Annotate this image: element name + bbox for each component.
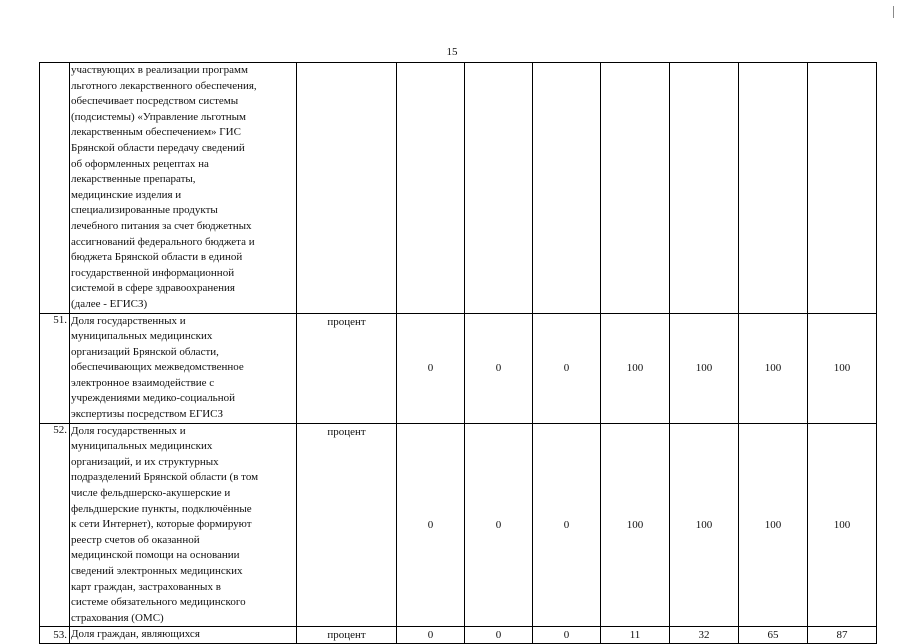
- value-cell: 65: [739, 627, 808, 644]
- margin-tick: [893, 6, 894, 18]
- indicator-name-line: карт граждан, застрахованных в: [71, 580, 221, 593]
- indicator-name-line: муниципальных медицинских: [71, 440, 213, 453]
- table-row: [40, 423, 877, 627]
- indicator-name-line: медицинской помощи на основании: [71, 549, 240, 562]
- value-cell: 100: [808, 423, 877, 627]
- value-cell: 100: [670, 313, 739, 423]
- value-cell: 0: [397, 313, 465, 423]
- indicator-name-line: фельдшерские пункты, подключённые: [71, 502, 252, 515]
- indicator-name-line: числе фельдшерско-акушерские и: [71, 487, 231, 500]
- indicator-name-line: Доля государственных и: [71, 314, 186, 327]
- value-cell: 0: [533, 313, 601, 423]
- indicator-name-line: обеспечивает посредством системы: [71, 95, 239, 108]
- indicator-name-line: лечебного питания за счет бюджетных: [71, 219, 252, 232]
- indicator-name-line: лекарственные препараты,: [71, 173, 196, 186]
- indicator-name-line: страхования (ОМС): [71, 611, 164, 624]
- value-cell: 0: [397, 423, 465, 627]
- value-cell: 0: [465, 627, 533, 644]
- indicator-name: [70, 63, 297, 314]
- indicator-name: [70, 313, 297, 423]
- indicator-name: [70, 627, 297, 644]
- indicator-name-line: системой в сфере здравоохранения: [71, 282, 235, 295]
- value-cell: 0: [397, 627, 465, 644]
- unit-cell: процент: [297, 627, 397, 644]
- value-cell: [465, 63, 533, 314]
- value-cell: 100: [739, 423, 808, 627]
- indicator-name-line: лекарственным обеспечением» ГИС: [71, 126, 241, 139]
- value-cell: [808, 63, 877, 314]
- indicator-name-line: (далее - ЕГИСЗ): [71, 297, 148, 310]
- value-cell: [601, 63, 670, 314]
- indicator-name-line: ассигнований федерального бюджета и: [71, 235, 255, 248]
- value-cell: 100: [601, 313, 670, 423]
- indicator-name-line: бюджета Брянской области в единой: [71, 251, 243, 264]
- row-number: 53.: [40, 627, 70, 644]
- row-number: [40, 63, 70, 314]
- indicator-name-line: муниципальных медицинских: [71, 330, 213, 343]
- indicator-name-line: организаций Брянской области,: [71, 345, 219, 358]
- value-cell: 0: [465, 313, 533, 423]
- value-cell: 0: [465, 423, 533, 627]
- unit-cell: процент: [297, 313, 397, 423]
- indicator-name-line: участвующих в реализации программ: [71, 64, 248, 76]
- value-cell: [533, 63, 601, 314]
- indicator-name-line: электронное взаимодействие с: [71, 376, 215, 389]
- indicator-name-line: медицинские изделия и: [71, 188, 182, 201]
- indicator-name-line: к сети Интернет), которые формируют: [71, 518, 252, 531]
- indicator-name-line: об оформленных рецептах на: [71, 157, 209, 170]
- value-cell: 32: [670, 627, 739, 644]
- indicator-name-line: учреждениями медико-социальной: [71, 392, 235, 405]
- unit-cell: [297, 63, 397, 314]
- value-cell: 100: [670, 423, 739, 627]
- value-cell: 0: [533, 627, 601, 644]
- indicator-name-line: реестр счетов об оказанной: [71, 533, 200, 546]
- indicator-name-line: экспертизы посредством ЕГИСЗ: [71, 408, 224, 421]
- indicator-name-line: специализированные продукты: [71, 204, 218, 217]
- value-cell: 11: [601, 627, 670, 644]
- indicator-name-line: Доля граждан, являющихся: [71, 628, 200, 641]
- indicator-name-line: Доля государственных и: [71, 424, 186, 437]
- row-number: 52.: [40, 423, 70, 627]
- value-cell: [670, 63, 739, 314]
- indicator-name-line: государственной информационной: [71, 266, 235, 279]
- indicator-table: [39, 62, 877, 644]
- indicator-name-line: льготного лекарственного обеспечения,: [71, 79, 257, 92]
- unit-cell: процент: [297, 423, 397, 627]
- indicator-name: [70, 423, 297, 627]
- indicator-name-line: (подсистемы) «Управление льготным: [71, 110, 246, 123]
- table-row: [40, 627, 877, 644]
- indicator-name-line: системе обязательного медицинского: [71, 596, 246, 609]
- value-cell: [397, 63, 465, 314]
- table-row: [40, 63, 877, 314]
- value-cell: 100: [739, 313, 808, 423]
- value-cell: 100: [601, 423, 670, 627]
- indicator-name-line: подразделений Брянской области (в том: [71, 471, 259, 484]
- indicator-name-line: сведений электронных медицинских: [71, 565, 243, 577]
- indicator-name-line: организаций, и их структурных: [71, 455, 219, 468]
- value-cell: [739, 63, 808, 314]
- indicator-name-line: Брянской области передачу сведений: [71, 141, 245, 154]
- table-row: [40, 313, 877, 423]
- value-cell: 0: [533, 423, 601, 627]
- indicator-name-line: обеспечивающих межведомственное: [71, 361, 244, 374]
- page-number: 15: [446, 46, 458, 58]
- row-number: 51.: [40, 313, 70, 423]
- value-cell: 100: [808, 313, 877, 423]
- value-cell: 87: [808, 627, 877, 644]
